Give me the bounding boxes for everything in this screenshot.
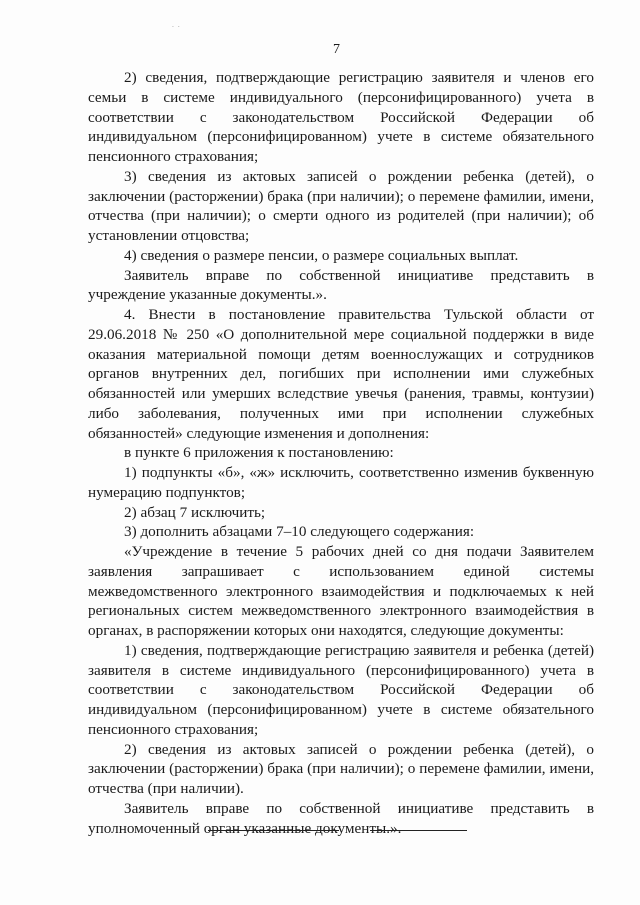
paragraph-final-applicant-right: Заявитель вправе по собственной инициативе представить в уполномоченный орган указанные документы.». bbox=[88, 799, 594, 837]
paragraph-request-item-2: 2) сведения из актовых записей о рождении ребенка (детей), о заключении (расторжении) брака (при наличии); о перемене фамилии, имени, отчества (при наличии). bbox=[88, 740, 594, 797]
paragraph-subitem-3: 3) дополнить абзацами 7–10 следующего содержания: bbox=[124, 523, 475, 541]
paragraph-subitem-1: 1) подпункты «б», «ж» исключить, соответственно изменив буквенную нумерацию подпунктов; bbox=[88, 464, 594, 501]
paragraph-point-6: в пункте 6 приложения к постановлению: bbox=[124, 444, 394, 462]
footer-divider-right bbox=[370, 830, 467, 831]
paragraph-section-4: 4. Внести в постановление правительства Тульской области от 29.06.2018 № 250 «О дополнительной мере социальной поддержки в виде оказания материальной помощи детям военнослужащих и сотрудников органов внутренних дел, погибших при исполнении ими служебных обязанностей или умерших вследствие увечья (ранения, травмы, контузии) либо заболевания, полученных ими при исполнении служебных обязанностей» следующие изменения и дополнения: bbox=[88, 306, 594, 442]
document-body bbox=[88, 68, 594, 838]
paragraph-institution-request: «Учреждение в течение 5 рабочих дней со дня подачи Заявителем заявления запрашивает с использованием единой системы межведомственного электронного взаимодействия и подключаемых к ней региональных систем межведомственного электронного взаимодействия в органах, в распоряжении которых они находятся, следующие документы: bbox=[88, 543, 594, 639]
page-number: 7 bbox=[333, 42, 340, 57]
paragraph-applicant-right: Заявитель вправе по собственной инициативе представить в учреждение указанные документы.». bbox=[88, 266, 594, 304]
paragraph-item-3-civil-records: 3) сведения из актовых записей о рождении ребенка (детей), о заключении (расторжении) брака (при наличии); о перемене фамилии, имени, отчества (при наличии); о смерти одного из родителей (при наличии); об установлении отцовства; bbox=[88, 167, 594, 244]
paragraph-subitem-2: 2) абзац 7 исключить; bbox=[124, 503, 266, 521]
paragraph-item-4-pension: 4) сведения о размере пенсии, о размере социальных выплат. bbox=[124, 246, 519, 264]
paragraph-item-2-registration: 2) сведения, подтверждающие регистрацию заявителя и членов его семьи в системе индивидуального (персонифицированного) учета в соответствии с законодательством Российской Федерации об индивидуальном (персонифицированном) учете в системе обязательного пенсионного страхования; bbox=[88, 69, 594, 165]
paragraph-request-item-1: 1) сведения, подтверждающие регистрацию заявителя и ребенка (детей) заявителя в системе индивидуального (персонифицированного) учета в соответствии с законодательством Российской Федерации об индивидуальном (персонифицированном) учете в системе обязательного пенсионного страхования; bbox=[88, 641, 594, 738]
corner-mark: · · bbox=[172, 24, 181, 31]
footer-divider-left bbox=[208, 830, 339, 831]
